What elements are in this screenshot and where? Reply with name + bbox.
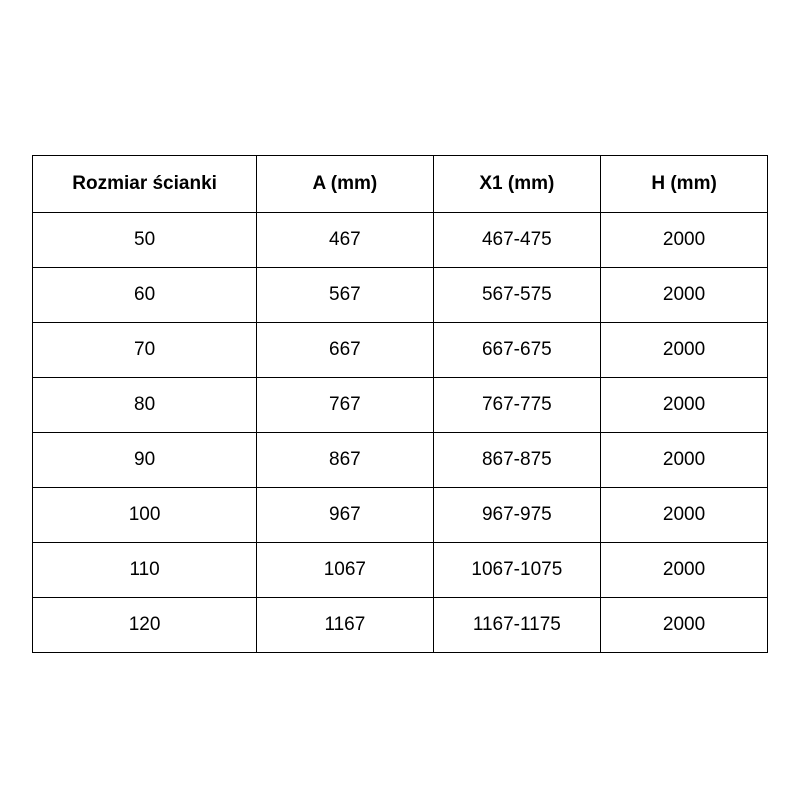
cell-a: 1167 [257, 598, 433, 653]
table-row [33, 488, 768, 543]
table-row [33, 543, 768, 598]
column-header-h: H (mm) [601, 156, 768, 213]
cell-x1: 967-975 [433, 488, 601, 543]
table-row [33, 598, 768, 653]
cell-size: 120 [33, 598, 257, 653]
cell-h: 2000 [601, 323, 768, 378]
cell-a: 667 [257, 323, 433, 378]
cell-h: 2000 [601, 598, 768, 653]
table-row [33, 213, 768, 268]
cell-a: 567 [257, 268, 433, 323]
table-row [33, 378, 768, 433]
cell-h: 2000 [601, 433, 768, 488]
cell-h: 2000 [601, 213, 768, 268]
cell-size: 70 [33, 323, 257, 378]
cell-size: 60 [33, 268, 257, 323]
cell-x1: 867-875 [433, 433, 601, 488]
cell-h: 2000 [601, 543, 768, 598]
table-row [33, 268, 768, 323]
cell-h: 2000 [601, 378, 768, 433]
cell-size: 110 [33, 543, 257, 598]
cell-x1: 467-475 [433, 213, 601, 268]
cell-a: 767 [257, 378, 433, 433]
specification-table-container [32, 155, 768, 653]
cell-size: 100 [33, 488, 257, 543]
column-header-size: Rozmiar ścianki [33, 156, 257, 213]
cell-a: 467 [257, 213, 433, 268]
table-row [33, 323, 768, 378]
specification-table [32, 155, 768, 653]
cell-a: 1067 [257, 543, 433, 598]
cell-x1: 767-775 [433, 378, 601, 433]
column-header-a: A (mm) [257, 156, 433, 213]
table-row [33, 433, 768, 488]
cell-size: 50 [33, 213, 257, 268]
cell-h: 2000 [601, 268, 768, 323]
cell-x1: 567-575 [433, 268, 601, 323]
table-header [33, 156, 768, 213]
cell-a: 967 [257, 488, 433, 543]
column-header-x1: X1 (mm) [433, 156, 601, 213]
cell-x1: 1167-1175 [433, 598, 601, 653]
table-header-row [33, 156, 768, 213]
cell-x1: 667-675 [433, 323, 601, 378]
cell-x1: 1067-1075 [433, 543, 601, 598]
cell-a: 867 [257, 433, 433, 488]
cell-size: 80 [33, 378, 257, 433]
cell-h: 2000 [601, 488, 768, 543]
table-body [33, 213, 768, 653]
cell-size: 90 [33, 433, 257, 488]
